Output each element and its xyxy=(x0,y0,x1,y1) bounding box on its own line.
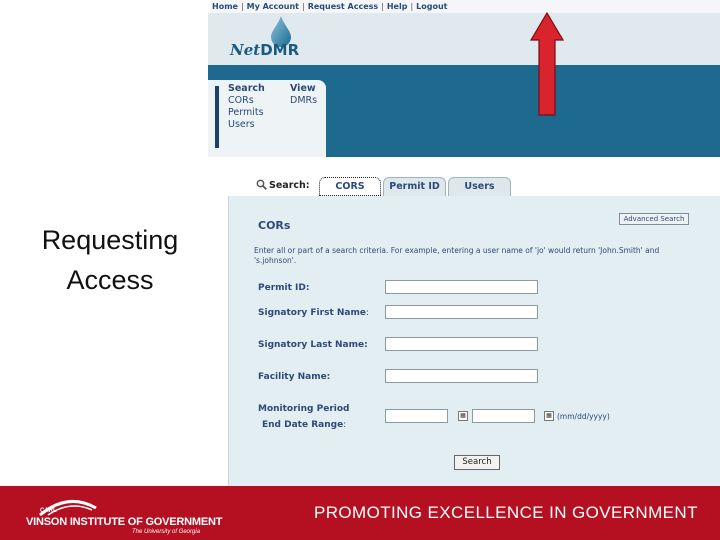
nav-help-link[interactable]: Help xyxy=(386,2,408,11)
menu-search-cors[interactable]: CORs xyxy=(228,95,254,106)
facility-name-label: Facility Name: xyxy=(258,372,331,382)
menu-search-permits[interactable]: Permits xyxy=(228,107,264,118)
magnifier-icon xyxy=(256,179,267,190)
panel-title: CORs xyxy=(258,219,291,232)
red-arrow-icon xyxy=(530,12,564,116)
search-instructions: Enter all or part of a search criteria. For example, entering a user name of 'jo' would return 'John.Smith' and 's.johnson'. xyxy=(254,246,660,265)
search-menu-column xyxy=(228,83,265,131)
search-button[interactable]: Search xyxy=(454,455,500,470)
menu-view-header[interactable]: View xyxy=(290,83,316,94)
end-date-range-label: End Date Range: xyxy=(262,420,347,430)
nav-home-link[interactable]: Home xyxy=(212,2,238,11)
netdmr-header-screenshot xyxy=(208,0,720,157)
view-menu-column xyxy=(290,83,317,107)
tab-cors[interactable]: CORS xyxy=(319,177,381,196)
tab-permit-id[interactable]: Permit ID xyxy=(383,177,446,196)
menu-search-header[interactable]: Search xyxy=(228,83,265,94)
top-navigation: Home | My Account | Request Access | Help | Logout xyxy=(210,0,720,13)
logo-area xyxy=(208,13,720,65)
vinson-institute-logo xyxy=(26,494,226,534)
permit-id-input[interactable] xyxy=(385,280,538,294)
nav-logout-link[interactable]: Logout xyxy=(416,2,448,11)
logo-institute-name: VINSON INSTITUTE OF GOVERNMENT xyxy=(26,516,223,528)
menu-search-users[interactable]: Users xyxy=(228,119,255,130)
first-name-input[interactable] xyxy=(385,305,538,319)
cors-search-panel xyxy=(228,196,720,488)
end-date-input[interactable] xyxy=(472,409,535,423)
tab-users[interactable]: Users xyxy=(448,177,511,196)
date-format-hint: (mm/dd/yyyy) xyxy=(557,412,610,421)
main-menu xyxy=(208,80,326,157)
start-calendar-icon[interactable]: ▦ xyxy=(458,411,468,421)
search-label: Search: xyxy=(256,179,310,191)
footer-bar xyxy=(0,486,720,540)
logo-university: The University of Georgia xyxy=(132,529,201,535)
advanced-search-button[interactable]: Advanced Search xyxy=(619,213,689,225)
monitoring-period-label: Monitoring Period xyxy=(258,404,350,414)
first-name-label: Signatory First Name: xyxy=(258,308,370,318)
nav-my-account-link[interactable]: My Account xyxy=(246,2,300,11)
menu-view-dmrs[interactable]: DMRs xyxy=(290,95,318,106)
slide-title-line1: Requesting xyxy=(41,225,179,255)
footer-tagline: PROMOTING EXCELLENCE IN GOVERNMENT xyxy=(314,503,698,522)
netdmr-logo[interactable]: NetDMR xyxy=(230,41,300,59)
logo-carl: CARL xyxy=(40,508,57,514)
nav-request-access-link[interactable]: Request Access xyxy=(307,2,379,11)
slide-title xyxy=(20,220,200,300)
menu-divider xyxy=(215,86,219,148)
facility-name-input[interactable] xyxy=(385,369,538,383)
last-name-label: Signatory Last Name: xyxy=(258,340,368,350)
slide-title-line2: Access xyxy=(66,265,154,295)
end-calendar-icon[interactable]: ▦ xyxy=(544,411,554,421)
permit-id-label: Permit ID: xyxy=(258,283,310,293)
search-tabs xyxy=(256,176,556,196)
last-name-input[interactable] xyxy=(385,337,538,351)
start-date-input[interactable] xyxy=(385,409,448,423)
